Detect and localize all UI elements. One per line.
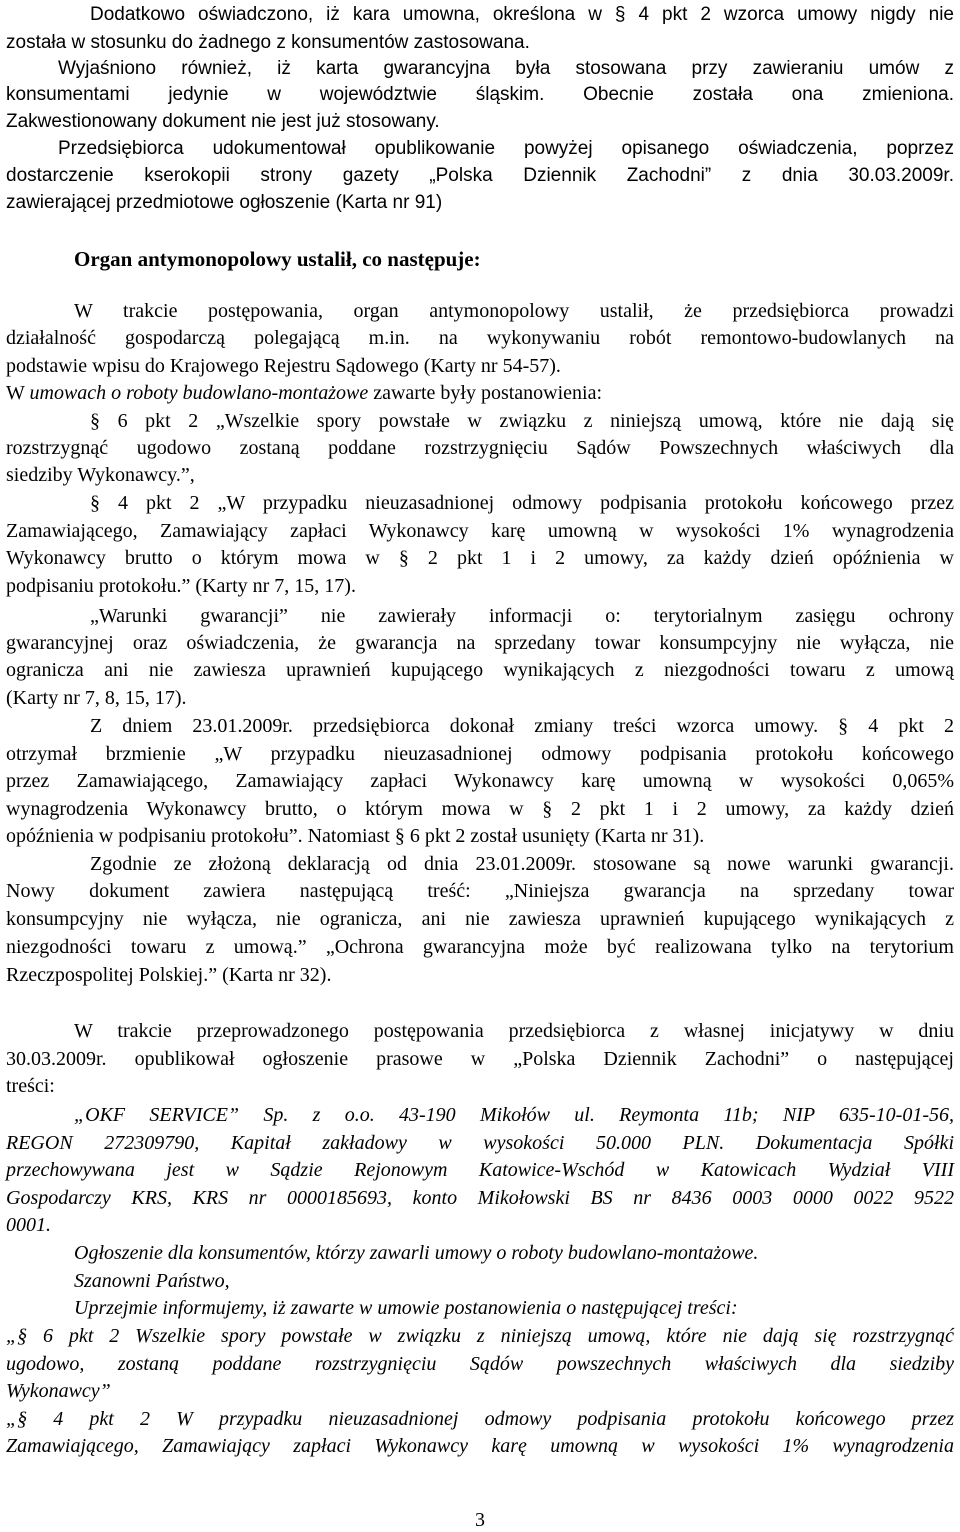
p17-line-1: „§ 4 pkt 2 W przypadku nieuzasadnionej odmowy podpisania protokołu końcowego przez (6, 1408, 954, 1430)
p5-text-post: zawarte były postanowienia: (368, 382, 603, 404)
p3-line-1: Przedsiębiorca udokumentował opublikowanie powyżej opisanego oświadczenia, poprzez (58, 138, 954, 159)
p11-line-2: 30.03.2009r. opublikował ogłoszenie prasowe w „Polska Dziennik Zachodni” o następującej (6, 1048, 954, 1070)
p8-line-4: (Karty nr 7, 8, 15, 17). (6, 687, 187, 709)
p2-line-3: Zakwestionowany dokument nie jest już stosowany. (6, 111, 440, 132)
p2-line-2: konsumentami jedynie w województwie śląskim. Obecnie została ona zmieniona. (6, 84, 954, 105)
p4-line-3: podstawie wpisu do Krajowego Rejestru Sądowego (Karty nr 54-57). (6, 355, 561, 377)
p7-line-1: § 4 pkt 2 „W przypadku nieuzasadnionej odmowy podpisania protokołu końcowego przez (90, 492, 954, 514)
p16-line-1: „§ 6 pkt 2 Wszelkie spory powstałe w związku z niniejszą umową, które nie dają się rozstrzygnąć (6, 1325, 954, 1347)
p5-text-pre: W (6, 382, 30, 404)
p1-line-2: została w stosunku do żadnego z konsumentów zastosowana. (6, 32, 530, 53)
p6-line-2: rozstrzygnąć ugodowo zostaną poddane rozstrzygnięciu Sądów Powszechnych właściwych dla (6, 437, 954, 459)
p9-line-3: przez Zamawiającego, Zamawiający zapłaci Wykonawcy karę umowną w wysokości 0,065% (6, 770, 954, 792)
p16-line-2: ugodowo, zostaną poddane rozstrzygnięciu Sądów powszechnych właściwych dla siedziby (6, 1353, 954, 1375)
p10-line-2: Nowy dokument zawiera następującą treść: „Niniejsza gwarancja na sprzedany towar (6, 880, 954, 902)
section-heading: Organ antymonopolowy ustalił, co następuje: (74, 247, 481, 271)
p10-line-5: Rzeczpospolitej Polskiej.” (Karta nr 32). (6, 964, 332, 986)
p11-line-3: treści: (6, 1075, 55, 1097)
p12-line-3: przechowywana jest w Sądzie Rejonowym Katowice-Wschód w Katowicach Wydział VIII (6, 1159, 954, 1181)
p14-line-1: Szanowni Państwo, (74, 1270, 230, 1292)
p9-line-5: opóźnienia w podpisaniu protokołu”. Natomiast § 6 pkt 2 został usunięty (Karta nr 31). (6, 825, 705, 847)
p1-line-1: Dodatkowo oświadczono, iż kara umowna, określona w § 4 pkt 2 wzorca umowy nigdy nie (90, 4, 954, 25)
p5-line-1 (6, 378, 954, 408)
p12-line-4: Gospodarczy KRS, KRS nr 0000185693, konto Mikołowski BS nr 8436 0003 0000 0022 9522 (6, 1187, 954, 1209)
p4-line-1: W trakcie postępowania, organ antymonopolowy ustalił, że przedsiębiorca prowadzi (74, 300, 954, 322)
p9-line-1: Z dniem 23.01.2009r. przedsiębiorca dokonał zmiany treści wzorca umowy. § 4 pkt 2 (90, 715, 954, 737)
p6-line-1: § 6 pkt 2 „Wszelkie spory powstałe w związku z niniejszą umową, które nie dają się (90, 410, 954, 432)
p9-line-4: wynagrodzenia Wykonawcy brutto, o którym mowa w § 2 pkt 1 i 2 umowy, za każdy dzień (6, 798, 954, 820)
p10-line-4: niezgodności towaru z umową.” „Ochrona gwarancyjna może być realizowana tylko na terytorium (6, 936, 954, 958)
p7-line-2: Zamawiającego, Zamawiający zapłaci Wykonawcy karę umowną w wysokości 1% wynagrodzenia (6, 520, 954, 542)
p6-line-3: siedziby Wykonawcy.”, (6, 464, 195, 486)
p3-line-3: zawierającej przedmiotowe ogłoszenie (Karta nr 91) (6, 192, 443, 213)
page-number: 3 (475, 1509, 485, 1531)
p2-line-1: Wyjaśniono również, iż karta gwarancyjna była stosowana przy zawieraniu umów z (58, 58, 954, 79)
p16-line-3: Wykonawcy” (6, 1380, 111, 1402)
p7-line-3: Wykonawcy brutto o którym mowa w § 2 pkt 1 i 2 umowy, za każdy dzień opóźnienia w (6, 547, 954, 569)
p8-line-2: gwarancyjnej oraz oświadczenia, że gwarancja na sprzedany towar konsumpcyjny nie wyłącza, nie (6, 632, 954, 654)
p3-line-2: dostarczenie kserokopii strony gazety „Polska Dziennik Zachodni” z dnia 30.03.2009r. (6, 165, 954, 186)
p5-text-italic: umowach o roboty budowlano-montażowe (29, 382, 369, 404)
p7-line-4: podpisaniu protokołu.” (Karty nr 7, 15, 17). (6, 575, 356, 597)
p11-line-1: W trakcie przeprowadzonego postępowania przedsiębiorca z własnej inicjatywy w dniu (74, 1020, 954, 1042)
p15-line-1: Uprzejmie informujemy, iż zawarte w umowie postanowienia o następującej treści: (74, 1297, 738, 1319)
p12-line-2: REGON 272309790, Kapitał zakładowy w wysokości 50.000 PLN. Dokumentacja Spółki (6, 1132, 954, 1154)
document-body (6, 0, 954, 1532)
p12-line-1: „OKF SERVICE” Sp. z o.o. 43-190 Mikołów ul. Reymonta 11b; NIP 635-10-01-56, (74, 1104, 954, 1126)
p17-line-2: Zamawiającego, Zamawiający zapłaci Wykonawcy karę umowną w wysokości 1% wynagrodzenia (6, 1435, 954, 1457)
p10-line-1: Zgodnie ze złożoną deklaracją od dnia 23.01.2009r. stosowane są nowe warunki gwarancji. (90, 853, 954, 875)
p9-line-2: otrzymał brzmienie „W przypadku nieuzasadnionej odmowy podpisania protokołu końcowego (6, 743, 954, 765)
p4-line-2: działalność gospodarczą polegającą m.in. na wykonywaniu robót remontowo-budowlanych na (6, 327, 954, 349)
p13-line-1: Ogłoszenie dla konsumentów, którzy zawarli umowy o roboty budowlano-montażowe. (74, 1242, 759, 1264)
p12-line-5: 0001. (6, 1214, 51, 1236)
p10-line-3: konsumpcyjny nie wyłącza, nie ogranicza, ani nie zawiesza uprawnień kupującego wynikających z (6, 908, 954, 930)
p8-line-3: ogranicza ani nie zawiesza uprawnień kupującego wynikających z niezgodności towaru z umową (6, 659, 954, 681)
p8-line-1: „Warunki gwarancji” nie zawierały informacji o: terytorialnym zasięgu ochrony (90, 605, 954, 627)
